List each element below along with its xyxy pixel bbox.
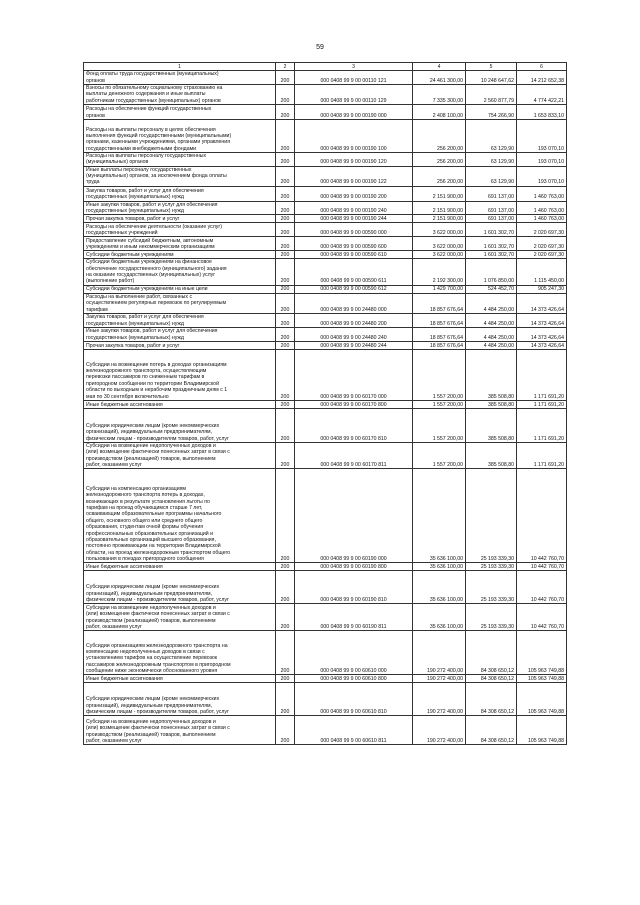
row-executed-cell: 385 508,80 bbox=[466, 408, 517, 442]
row-remaining-cell: 1 115 450,00 bbox=[517, 259, 567, 285]
row-executed-cell: 25 193 339,30 bbox=[466, 563, 517, 571]
row-remaining-cell: 10 442 760,70 bbox=[517, 563, 567, 571]
row-approved-cell: 3 622 000,00 bbox=[413, 251, 466, 259]
row-kbk-cell: 000 0408 99 9 00 00190 244 bbox=[295, 215, 413, 223]
row-kbk-cell: 000 0408 99 9 00 00190 122 bbox=[295, 166, 413, 186]
row-executed-cell: 25 193 339,30 bbox=[466, 469, 517, 563]
row-executed-cell: 4 484 250,00 bbox=[466, 293, 517, 313]
row-remaining-cell: 193 070,10 bbox=[517, 166, 567, 186]
row-executed-cell: 63 129,90 bbox=[466, 120, 517, 153]
row-code-cell: 200 bbox=[276, 675, 295, 683]
row-approved-cell: 2 408 100,00 bbox=[413, 105, 466, 120]
row-executed-cell: 1 601 302,70 bbox=[466, 223, 517, 237]
row-remaining-cell: 193 070,10 bbox=[517, 120, 567, 153]
row-code-cell: 200 bbox=[276, 442, 295, 468]
row-remaining-cell: 905 247,30 bbox=[517, 285, 567, 293]
row-executed-cell: 1 601 302,70 bbox=[466, 251, 517, 259]
row-code-cell: 200 bbox=[276, 571, 295, 604]
row-code-cell: 200 bbox=[276, 153, 295, 167]
row-approved-cell: 7 335 300,00 bbox=[413, 85, 466, 105]
row-kbk-cell: 000 0408 99 9 00 60170 000 bbox=[295, 349, 413, 400]
table-row bbox=[84, 716, 567, 745]
row-remaining-cell: 14 373 426,64 bbox=[517, 313, 567, 327]
row-code-cell: 200 bbox=[276, 237, 295, 251]
row-kbk-cell: 000 0408 99 9 00 00110 129 bbox=[295, 85, 413, 105]
row-code-cell: 200 bbox=[276, 408, 295, 442]
row-kbk-cell: 000 0408 99 9 00 24480 240 bbox=[295, 327, 413, 341]
row-kbk-cell: 000 0408 99 9 00 24480 244 bbox=[295, 341, 413, 349]
row-remaining-cell: 14 373 426,64 bbox=[517, 341, 567, 349]
row-name-cell: Фонд оплаты труда государственных (муниципальных) органов bbox=[84, 71, 276, 85]
row-executed-cell: 691 137,00 bbox=[466, 215, 517, 223]
table-row bbox=[84, 469, 567, 563]
row-remaining-cell: 1 460 763,00 bbox=[517, 215, 567, 223]
row-remaining-cell: 105 963 749,88 bbox=[517, 716, 567, 745]
row-executed-cell: 63 129,90 bbox=[466, 153, 517, 167]
row-name-cell: Расходы на выполнение работ, связанных с осуществлением регулярных перевозок по регулируемым тарифам bbox=[84, 293, 276, 313]
row-code-cell: 200 bbox=[276, 201, 295, 215]
header-row bbox=[84, 63, 567, 71]
row-kbk-cell: 000 0408 99 9 00 00190 200 bbox=[295, 186, 413, 201]
row-name-cell: Прочая закупка товаров, работ и услуг bbox=[84, 341, 276, 349]
row-executed-cell: 4 484 250,00 bbox=[466, 341, 517, 349]
row-code-cell: 200 bbox=[276, 604, 295, 631]
row-approved-cell: 35 636 100,00 bbox=[413, 571, 466, 604]
row-code-cell: 200 bbox=[276, 400, 295, 408]
row-name-cell: Иные закупки товаров, работ и услуг для обеспечения государственных (муниципальных) нужд bbox=[84, 201, 276, 215]
row-approved-cell: 190 272 400,00 bbox=[413, 716, 466, 745]
row-kbk-cell: 000 0408 99 9 00 00110 121 bbox=[295, 71, 413, 85]
row-approved-cell: 2 192 300,00 bbox=[413, 259, 466, 285]
row-approved-cell: 256 200,00 bbox=[413, 153, 466, 167]
row-name-cell: Иные бюджетные ассигнования bbox=[84, 563, 276, 571]
table-row bbox=[84, 349, 567, 400]
table-row bbox=[84, 442, 567, 468]
row-remaining-cell: 2 020 697,30 bbox=[517, 237, 567, 251]
table-row bbox=[84, 408, 567, 442]
row-executed-cell: 84 308 650,12 bbox=[466, 675, 517, 683]
row-approved-cell: 2 151 900,00 bbox=[413, 201, 466, 215]
row-executed-cell: 84 308 650,12 bbox=[466, 631, 517, 675]
header-cell: 2 bbox=[276, 63, 295, 71]
row-name-cell: Иные закупки товаров, работ и услуг для обеспечения государственных (муниципальных) нужд bbox=[84, 327, 276, 341]
row-code-cell: 200 bbox=[276, 285, 295, 293]
row-remaining-cell: 2 020 697,30 bbox=[517, 223, 567, 237]
row-remaining-cell: 14 373 426,64 bbox=[517, 293, 567, 313]
budget-table bbox=[83, 62, 567, 745]
row-executed-cell: 2 560 877,79 bbox=[466, 85, 517, 105]
table-row bbox=[84, 71, 567, 85]
table-row bbox=[84, 293, 567, 313]
row-executed-cell: 10 248 647,62 bbox=[466, 71, 517, 85]
row-kbk-cell: 000 0408 99 9 00 60170 800 bbox=[295, 400, 413, 408]
row-code-cell: 200 bbox=[276, 716, 295, 745]
row-kbk-cell: 000 0408 99 9 00 00190 240 bbox=[295, 201, 413, 215]
row-name-cell: Закупка товаров, работ и услуг для обеспечения государственных (муниципальных) нужд bbox=[84, 186, 276, 201]
row-code-cell: 200 bbox=[276, 251, 295, 259]
row-remaining-cell: 4 774 422,21 bbox=[517, 85, 567, 105]
row-approved-cell: 35 636 100,00 bbox=[413, 469, 466, 563]
row-name-cell: Субсидии на возмещение потерь в доходах организациям железнодорожного транспорта, осуществляющим перевозки пассажиров по сниженным тарифам в пригородном сообщении по территории Владимирской области по выходным и нерабочим праздничным дням с 1 мая по 30 сентября включительно bbox=[84, 349, 276, 400]
row-remaining-cell: 1 460 763,00 bbox=[517, 186, 567, 201]
row-kbk-cell: 000 0408 99 9 00 60610 000 bbox=[295, 631, 413, 675]
row-name-cell: Иные бюджетные ассигнования bbox=[84, 400, 276, 408]
table-row bbox=[84, 85, 567, 105]
row-code-cell: 200 bbox=[276, 71, 295, 85]
table-row bbox=[84, 571, 567, 604]
row-name-cell: Субсидии на возмещение недополученных доходов и (или) возмещение фактически понесенных затрат в связи с производством (реализацией) товаров, выполнением работ, оказанием услуг bbox=[84, 716, 276, 745]
row-approved-cell: 2 151 900,00 bbox=[413, 215, 466, 223]
row-name-cell: Расходы на выплаты персоналу в целях обеспечения выполнения функций государственными (муниципальными) органами, казенными учреждениями, органами управления государственными внебюджетными фондами bbox=[84, 120, 276, 153]
row-kbk-cell: 000 0408 99 9 00 60190 800 bbox=[295, 563, 413, 571]
row-remaining-cell: 105 963 749,88 bbox=[517, 683, 567, 716]
table-row bbox=[84, 186, 567, 201]
row-kbk-cell: 000 0408 99 9 00 00590 600 bbox=[295, 237, 413, 251]
row-remaining-cell: 105 963 749,88 bbox=[517, 675, 567, 683]
row-approved-cell: 3 622 000,00 bbox=[413, 223, 466, 237]
row-remaining-cell: 1 171 691,20 bbox=[517, 408, 567, 442]
table-row bbox=[84, 259, 567, 285]
table-row bbox=[84, 223, 567, 237]
row-kbk-cell: 000 0408 99 9 00 60610 811 bbox=[295, 716, 413, 745]
row-kbk-cell: 000 0408 99 9 00 00190 100 bbox=[295, 120, 413, 153]
row-name-cell: Взносы по обязательному социальному страхованию на выплаты денежного содержания и иные выплаты работникам государственных (муниципальных) органов bbox=[84, 85, 276, 105]
row-code-cell: 200 bbox=[276, 563, 295, 571]
row-kbk-cell: 000 0408 99 9 00 24480 000 bbox=[295, 293, 413, 313]
row-kbk-cell: 000 0408 99 9 00 00590 611 bbox=[295, 259, 413, 285]
row-name-cell: Иные бюджетные ассигнования bbox=[84, 675, 276, 683]
row-remaining-cell: 14 373 426,64 bbox=[517, 327, 567, 341]
row-remaining-cell: 14 212 652,38 bbox=[517, 71, 567, 85]
row-name-cell: Субсидии юридическим лицам (кроме некоммерческих организаций), индивидуальным предпринимателям, физическим лицам - производителям товаров, работ, услуг bbox=[84, 408, 276, 442]
row-executed-cell: 25 193 339,30 bbox=[466, 571, 517, 604]
row-code-cell: 200 bbox=[276, 683, 295, 716]
row-approved-cell: 24 461 300,00 bbox=[413, 71, 466, 85]
row-code-cell: 200 bbox=[276, 186, 295, 201]
row-executed-cell: 691 137,00 bbox=[466, 201, 517, 215]
row-name-cell: Субсидии юридическим лицам (кроме некоммерческих организаций), индивидуальным предпринимателям, физическим лицам - производителям товаров, работ, услуг bbox=[84, 683, 276, 716]
row-code-cell: 200 bbox=[276, 313, 295, 327]
table-row bbox=[84, 675, 567, 683]
row-kbk-cell: 000 0408 99 9 00 00190 120 bbox=[295, 153, 413, 167]
table-row bbox=[84, 285, 567, 293]
row-approved-cell: 256 200,00 bbox=[413, 120, 466, 153]
table-row bbox=[84, 313, 567, 327]
row-name-cell: Предоставление субсидий бюджетным, автономным учреждениям и иным некоммерческим организациям bbox=[84, 237, 276, 251]
page-number: 59 bbox=[316, 44, 324, 51]
table-row bbox=[84, 215, 567, 223]
row-name-cell: Закупка товаров, работ и услуг для обеспечения государственных (муниципальных) нужд bbox=[84, 313, 276, 327]
row-executed-cell: 1 076 850,00 bbox=[466, 259, 517, 285]
row-remaining-cell: 1 171 691,20 bbox=[517, 349, 567, 400]
header-cell: 6 bbox=[517, 63, 567, 71]
table-row bbox=[84, 327, 567, 341]
row-kbk-cell: 000 0408 99 9 00 60190 000 bbox=[295, 469, 413, 563]
row-name-cell: Субсидии на возмещение недополученных доходов и (или) возмещение фактически понесенных затрат в связи с производством (реализацией) товаров, выполнением работ, оказанием услуг bbox=[84, 604, 276, 631]
row-name-cell: Прочая закупка товаров, работ и услуг bbox=[84, 215, 276, 223]
row-executed-cell: 4 484 250,00 bbox=[466, 313, 517, 327]
row-approved-cell: 18 857 676,64 bbox=[413, 327, 466, 341]
row-approved-cell: 190 272 400,00 bbox=[413, 675, 466, 683]
header-cell: 4 bbox=[413, 63, 466, 71]
row-approved-cell: 18 857 676,64 bbox=[413, 293, 466, 313]
row-remaining-cell: 1 171 691,20 bbox=[517, 400, 567, 408]
row-code-cell: 200 bbox=[276, 327, 295, 341]
row-executed-cell: 691 137,00 bbox=[466, 186, 517, 201]
header-cell: 3 bbox=[295, 63, 413, 71]
row-code-cell: 200 bbox=[276, 469, 295, 563]
row-code-cell: 200 bbox=[276, 166, 295, 186]
header-cell: 1 bbox=[84, 63, 276, 71]
row-remaining-cell: 10 442 760,70 bbox=[517, 604, 567, 631]
table-row bbox=[84, 237, 567, 251]
row-kbk-cell: 000 0408 99 9 00 00190 000 bbox=[295, 105, 413, 120]
row-kbk-cell: 000 0408 99 9 00 24480 200 bbox=[295, 313, 413, 327]
row-kbk-cell: 000 0408 99 9 00 00590 610 bbox=[295, 251, 413, 259]
row-executed-cell: 25 193 339,30 bbox=[466, 604, 517, 631]
row-name-cell: Расходы на обеспечение деятельности (оказание услуг) государственных учреждений bbox=[84, 223, 276, 237]
row-name-cell: Расходы на выплаты персоналу государственных (муниципальных) органов bbox=[84, 153, 276, 167]
row-kbk-cell: 000 0408 99 9 00 60190 811 bbox=[295, 604, 413, 631]
row-executed-cell: 385 508,80 bbox=[466, 400, 517, 408]
table-row bbox=[84, 631, 567, 675]
row-approved-cell: 1 429 700,00 bbox=[413, 285, 466, 293]
row-remaining-cell: 193 070,10 bbox=[517, 153, 567, 167]
row-executed-cell: 4 484 250,00 bbox=[466, 327, 517, 341]
row-remaining-cell: 10 442 760,70 bbox=[517, 469, 567, 563]
row-kbk-cell: 000 0408 99 9 00 60170 811 bbox=[295, 442, 413, 468]
row-executed-cell: 385 508,80 bbox=[466, 349, 517, 400]
row-approved-cell: 18 857 676,64 bbox=[413, 313, 466, 327]
row-approved-cell: 1 557 200,00 bbox=[413, 408, 466, 442]
row-remaining-cell: 2 020 697,30 bbox=[517, 251, 567, 259]
table-row bbox=[84, 683, 567, 716]
row-executed-cell: 63 129,90 bbox=[466, 166, 517, 186]
row-name-cell: Субсидии юридическим лицам (кроме некоммерческих организаций), индивидуальным предпринимателям, физическим лицам - производителям товаров, работ, услуг bbox=[84, 571, 276, 604]
row-approved-cell: 35 636 100,00 bbox=[413, 563, 466, 571]
row-code-cell: 200 bbox=[276, 215, 295, 223]
row-remaining-cell: 10 442 760,70 bbox=[517, 571, 567, 604]
row-approved-cell: 256 200,00 bbox=[413, 166, 466, 186]
row-approved-cell: 2 151 900,00 bbox=[413, 186, 466, 201]
row-name-cell: Субсидии на компенсацию организациям железнодорожного транспорта потерь в доходах, возникающих в результате установления льготы по тарифам на проезд обучающимся старше 7 лет, осваивающим образовательные программы начального общего, основного общего или среднего общего образования, студентам очной формы обучения профессиональных образовательных организаций и образовательных организаций высшего образования, постоянно проживающим на территории Владимирской области, на проезд железнодорожным транспортом общего пользования в поездах пригородного сообщения bbox=[84, 469, 276, 563]
row-kbk-cell: 000 0408 99 9 00 00590 612 bbox=[295, 285, 413, 293]
row-code-cell: 200 bbox=[276, 259, 295, 285]
row-kbk-cell: 000 0408 99 9 00 60610 800 bbox=[295, 675, 413, 683]
row-kbk-cell: 000 0408 99 9 00 60190 810 bbox=[295, 571, 413, 604]
table-row bbox=[84, 563, 567, 571]
row-approved-cell: 1 557 200,00 bbox=[413, 442, 466, 468]
table-row bbox=[84, 201, 567, 215]
row-kbk-cell: 000 0408 99 9 00 00590 000 bbox=[295, 223, 413, 237]
row-approved-cell: 1 557 200,00 bbox=[413, 400, 466, 408]
row-name-cell: Субсидии бюджетным учреждениям на финансовое обеспечение государственного (муниципального) задания на оказание государственных (муниципальных) услуг (выполнение работ) bbox=[84, 259, 276, 285]
row-executed-cell: 524 452,70 bbox=[466, 285, 517, 293]
row-remaining-cell: 105 963 749,88 bbox=[517, 631, 567, 675]
row-name-cell: Субсидии организациям железнодорожного транспорта на компенсацию недополученных доходов в связи с установлением тарифов на осуществление перевозок пассажиров железнодорожным транспортом в пригородном сообщении ниже экономически обоснованного уровня bbox=[84, 631, 276, 675]
row-approved-cell: 190 272 400,00 bbox=[413, 683, 466, 716]
table-row bbox=[84, 105, 567, 120]
row-remaining-cell: 1 653 833,10 bbox=[517, 105, 567, 120]
row-executed-cell: 84 308 650,12 bbox=[466, 683, 517, 716]
row-executed-cell: 1 601 302,70 bbox=[466, 237, 517, 251]
table-row bbox=[84, 251, 567, 259]
table-row bbox=[84, 400, 567, 408]
row-approved-cell: 190 272 400,00 bbox=[413, 631, 466, 675]
row-name-cell: Субсидии на возмещение недополученных доходов и (или) возмещение фактически понесенных затрат в связи с производством (реализацией) товаров, выполнением работ, оказанием услуг bbox=[84, 442, 276, 468]
row-code-cell: 200 bbox=[276, 85, 295, 105]
row-name-cell: Иные выплаты персоналу государственных (муниципальных) органов, за исключением фонда оплаты труда bbox=[84, 166, 276, 186]
table-header bbox=[84, 63, 567, 71]
row-kbk-cell: 000 0408 99 9 00 60170 810 bbox=[295, 408, 413, 442]
row-code-cell: 200 bbox=[276, 105, 295, 120]
table-row bbox=[84, 153, 567, 167]
row-name-cell: Субсидии бюджетным учреждениям на иные цели bbox=[84, 285, 276, 293]
row-remaining-cell: 1 460 763,00 bbox=[517, 201, 567, 215]
row-approved-cell: 1 557 200,00 bbox=[413, 349, 466, 400]
row-code-cell: 200 bbox=[276, 349, 295, 400]
row-remaining-cell: 1 171 691,20 bbox=[517, 442, 567, 468]
table-row bbox=[84, 120, 567, 153]
row-code-cell: 200 bbox=[276, 223, 295, 237]
row-name-cell: Расходы на обеспечение функций государственных органов bbox=[84, 105, 276, 120]
row-code-cell: 200 bbox=[276, 631, 295, 675]
table-body bbox=[84, 71, 567, 745]
table-row bbox=[84, 166, 567, 186]
row-code-cell: 200 bbox=[276, 341, 295, 349]
row-code-cell: 200 bbox=[276, 120, 295, 153]
row-kbk-cell: 000 0408 99 9 00 60610 810 bbox=[295, 683, 413, 716]
table-row bbox=[84, 604, 567, 631]
row-approved-cell: 18 857 676,64 bbox=[413, 341, 466, 349]
row-approved-cell: 3 622 000,00 bbox=[413, 237, 466, 251]
row-approved-cell: 35 636 100,00 bbox=[413, 604, 466, 631]
row-executed-cell: 385 508,80 bbox=[466, 442, 517, 468]
row-name-cell: Субсидии бюджетным учреждениям bbox=[84, 251, 276, 259]
row-executed-cell: 754 266,90 bbox=[466, 105, 517, 120]
row-executed-cell: 84 308 650,12 bbox=[466, 716, 517, 745]
header-cell: 5 bbox=[466, 63, 517, 71]
row-code-cell: 200 bbox=[276, 293, 295, 313]
table-row bbox=[84, 341, 567, 349]
